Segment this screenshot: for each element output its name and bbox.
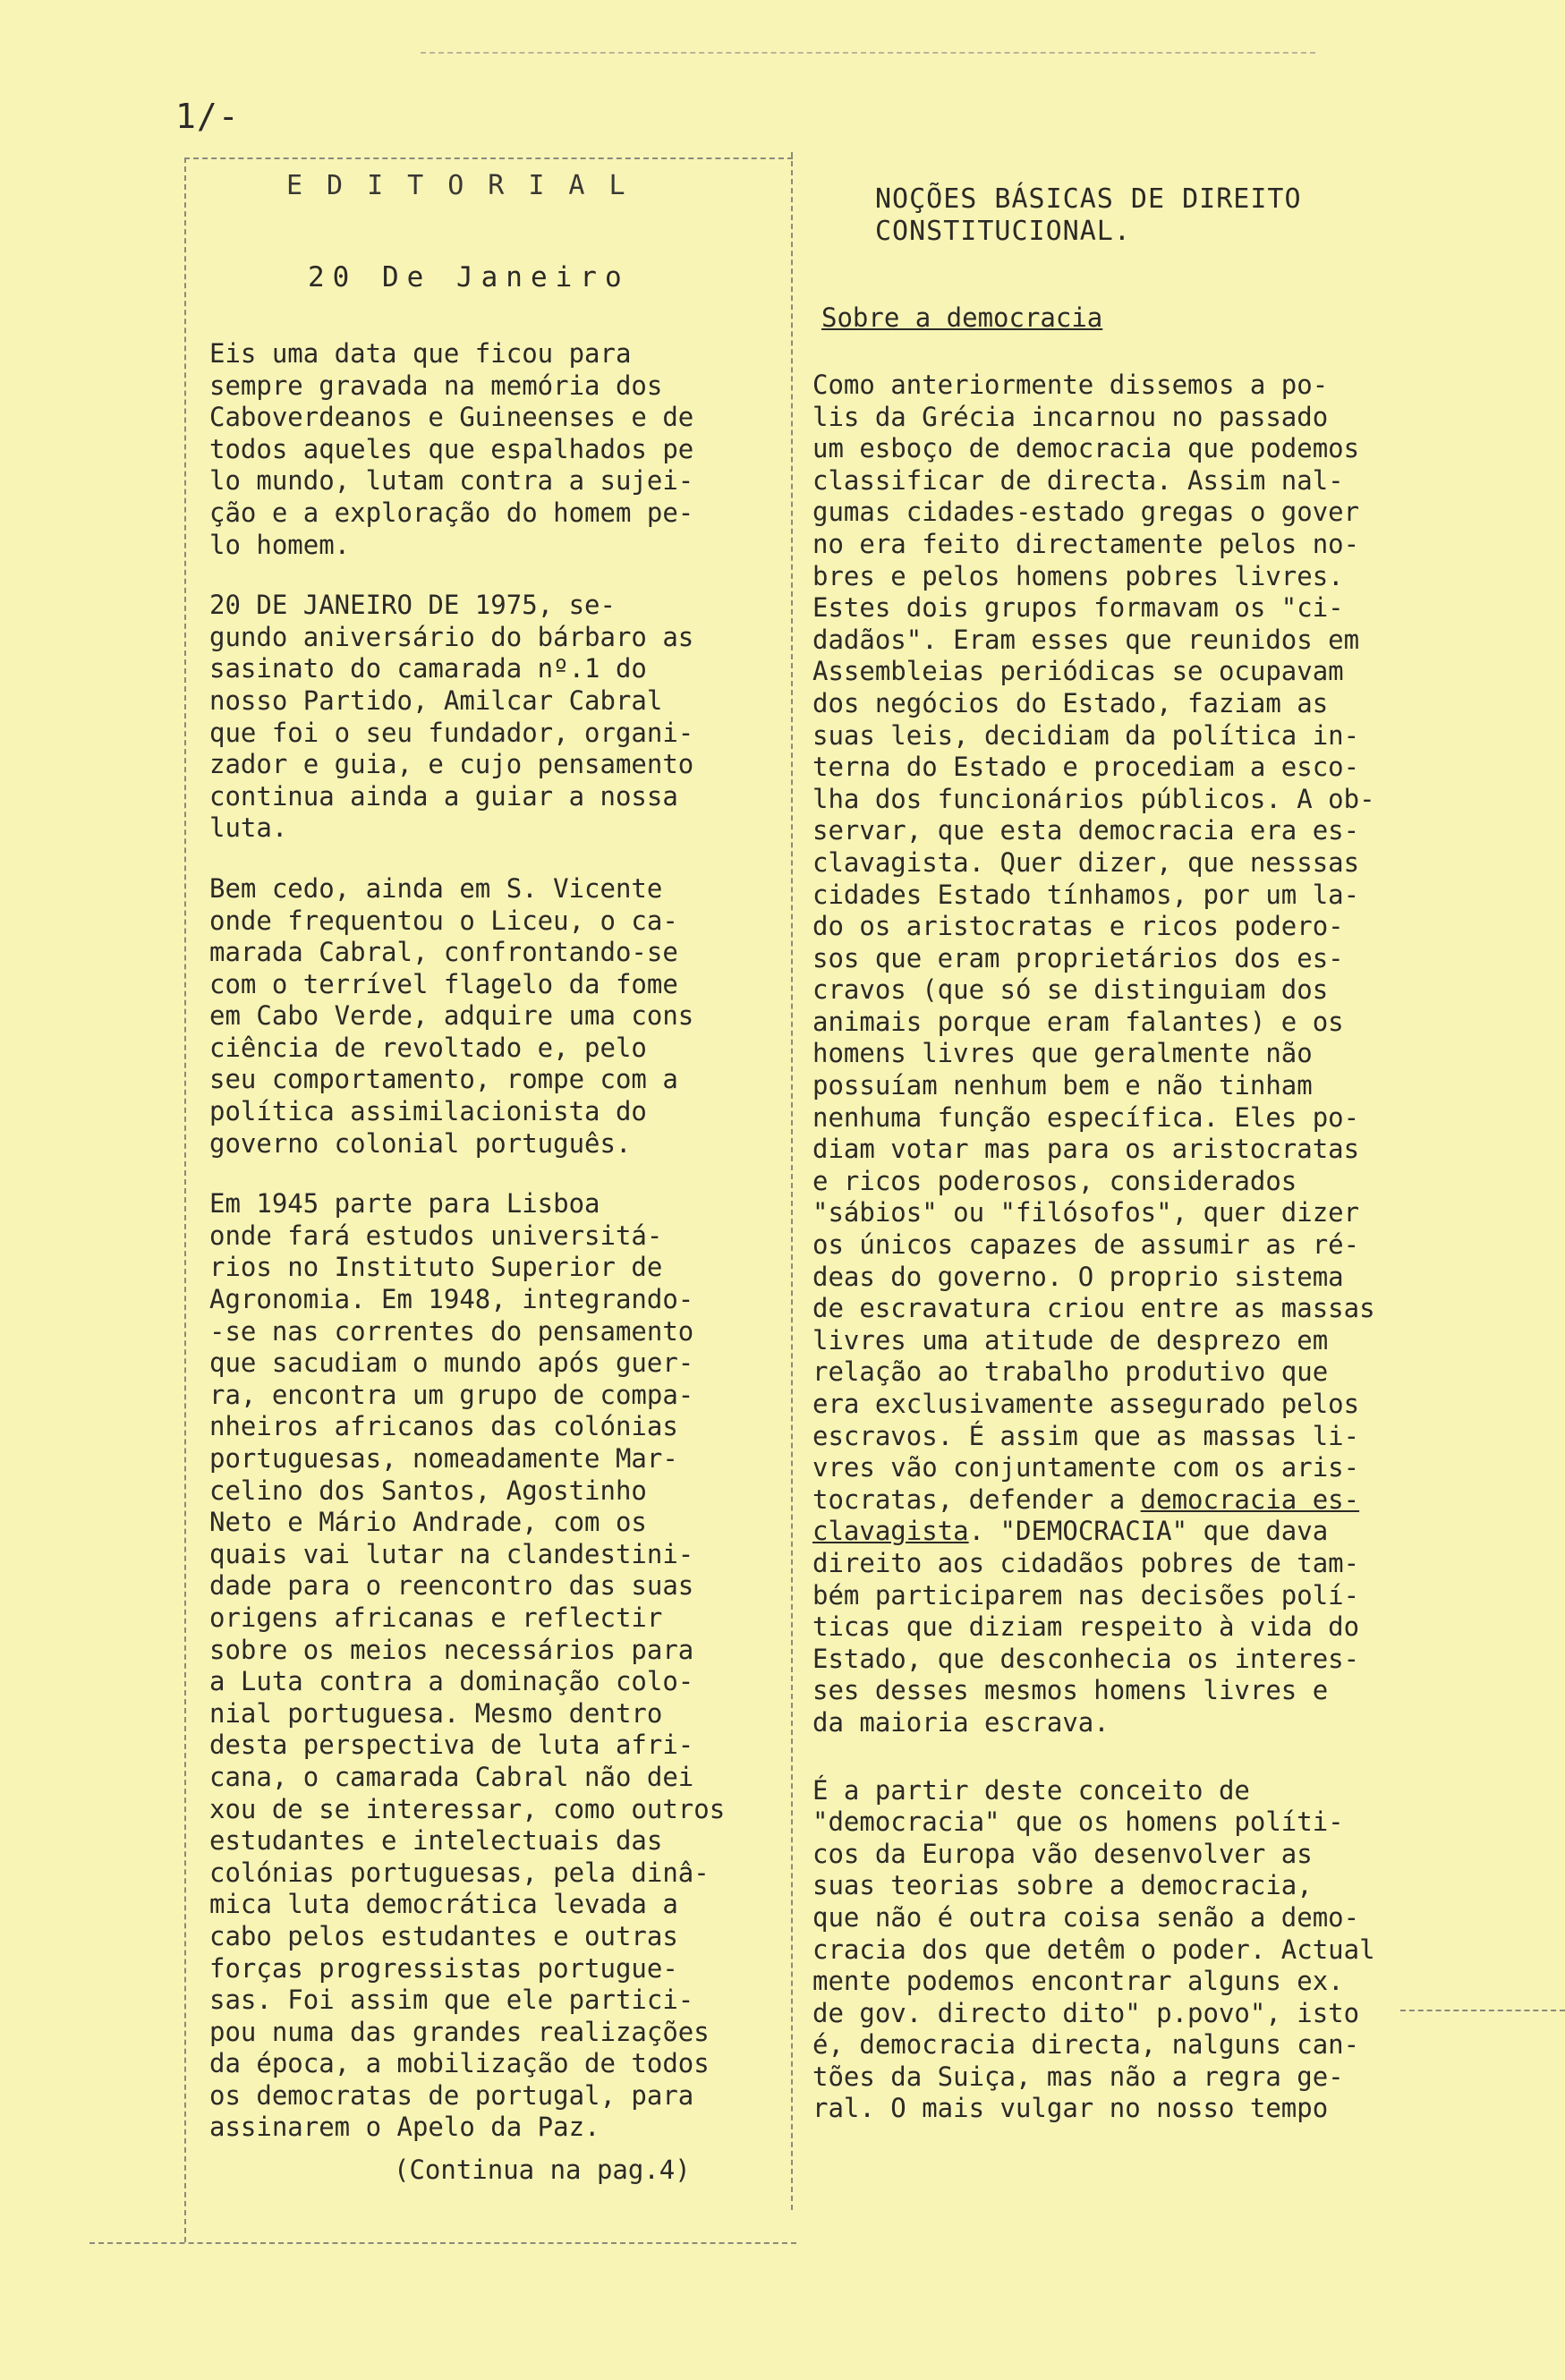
- column-divider: [791, 152, 793, 2210]
- nocoes-column: [812, 183, 1448, 2161]
- nocoes-title: NOÇÕES BÁSICAS DE DIREITO CONSTITUCIONAL.: [875, 183, 1302, 247]
- top-edge-rule: [421, 52, 1315, 54]
- section-heading: Sobre a democracia: [821, 302, 1103, 333]
- nocoes-paragraph-2: É a partir deste conceito de "democracia" que os homens políti- cos da Europa vão desenvolver as suas teorias sobre a democracia, que não é outra coisa senão a demo- cracia dos que detêm o poder. Actual mente podemos encontrar alguns ex. de gov. directo dito" p.povo", isto é, democracia directa, nalguns can- tões da Suiça, mas não a regra ge- ral. O mais vulgar no nosso tempo: [812, 1774, 1375, 2124]
- editorial-paragraph-4: Em 1945 parte para Lisboa onde fará estudos universitá- rios no Instituto Superior de Agronomia. Em 1948, integrando- -se nas correntes do pensamento que sacudiam o mundo após guer- ra, encontra um grupo de compa- nheiros africanos das colónias portuguesas, nomeadamente Mar- celino dos Santos, Agostinho Neto e Mário Andrade, com os quais vai lutar na clandestini- dade para o reencontro das suas origens africanas e reflectir sobre os meios necessários para a Luta contra a dominação colo- nial portuguesa. Mesmo dentro desta perspectiva de luta afri- cana, o camarada Cabral não dei xou de se interessar, como outros estudantes e intelectuais das colónias portuguesas, pela dinâ- mica luta democrática levada a cabo pelos estudantes e outras forças progressistas portugue- sas. Foi assim que ele partici- pou numa das grandes realizações da época, a mobilização de todos os democratas de portugal, para assinarem o Apelo da Paz.: [209, 1188, 726, 2143]
- page-number: 1/-: [175, 97, 240, 136]
- underlined-phrase: democracia es- clavagista: [812, 1483, 1360, 1547]
- nocoes-paragraph-1: [812, 370, 1448, 1739]
- continuation-note: (Continua na pag.4): [394, 2155, 691, 2186]
- editorial-frame-bottom: [89, 2242, 796, 2244]
- editorial-paragraph-3: Bem cedo, ainda em S. Vicente onde frequentou o Liceu, o ca- marada Cabral, confrontando-se com o terrível flagelo da fome em Cabo Verde, adquire uma cons ciência de revoltado e, pelo seu comportamento, rompe com a política assimilacionista do governo colonial português.: [209, 872, 694, 1159]
- editorial-column: [209, 259, 782, 2186]
- nocoes-paragraph-1-end: . "DEMOCRACIA" que dava direito aos cidadãos pobres de tam- bém participarem nas decisões polí- ticas que diziam respeito à vida do Estado, que desconhecia os interes- ses desses mesmos homens livres e da maioria escrava.: [812, 1516, 1360, 1738]
- editorial-date: 20 De Janeiro: [308, 261, 630, 293]
- editorial-paragraph-1: Eis uma data que ficou para sempre gravada na memória dos Caboverdeanos e Guineenses e de todos aqueles que espalhados pe lo mundo, lutam contra a sujei- ção e a exploração do homem pe- lo homem.: [209, 338, 694, 560]
- nocoes-paragraph-1-start: Como anteriormente dissemos a po- lis da Grécia incarnou no passado um esboço de democracia que podemos classificar de directa. Assim nal- gumas cidades-estado gregas o gover no era feito directamente pelos no- bres e pelos homens pobres livres. Estes dois grupos formavam os "ci- dadãos". Eram esses que reunidos em Assembleias periódicas se ocupavam dos negócios do Estado, faziam as suas leis, decidiam da política in- terna do Estado e procediam a esco- lha dos funcionários públicos. A ob- servar, que esta democracia era es- clavagista. Quer dizer, que nesssas cidades Estado tínhamos, por um la- do os aristocratas e ricos podero- sos que eram proprietários dos es- cravos (que só se distinguiam dos animais porque eram falantes) e os homens livres que geralmente não possuíam nenhum bem e não tinham nenhuma função específica. Eles po- diam votar mas para os aristocratas e ricos poderosos, considerados "sábios" ou "filósofos", quer dizer os únicos capazes de assumir as ré- deas do governo. O proprio sistema de escravatura criou entre as massas livres uma atitude de desprezo em relação ao trabalho produtivo que era exclusivamente assegurado pelos escravos. É assim que as massas li- vres vão conjuntamente com os aris- tocratas, defender a: [812, 370, 1375, 1515]
- editorial-masthead: EDITORIAL: [286, 170, 650, 201]
- editorial-frame-left: [184, 157, 186, 2242]
- editorial-frame-top: [184, 157, 793, 159]
- editorial-paragraph-2: 20 DE JANEIRO DE 1975, se- gundo aniversário do bárbaro as sasinato do camarada nº.1 do nosso Partido, Amilcar Cabral que foi o seu fundador, organi- zador e guia, e cujo pensamento continua ainda a guiar a nossa luta.: [209, 590, 694, 844]
